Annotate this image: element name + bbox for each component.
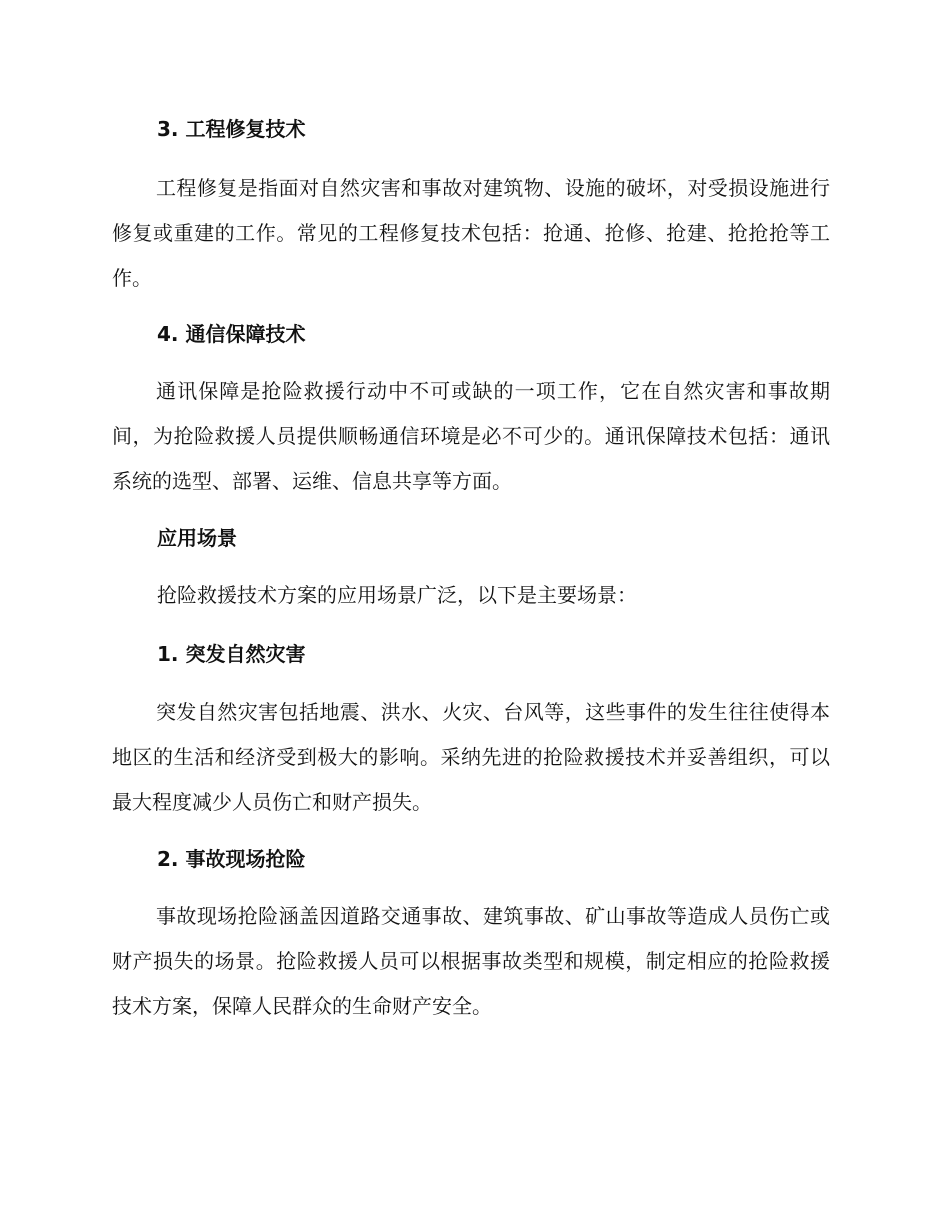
scenario-body-accident-scene: 事故现场抢险涵盖因道路交通事故、建筑事故、矿山事故等造成人员伤亡或财产损失的场景。抢险救援人员可以根据事故类型和规模，制定相应的抢险救援技术方案，保障人民群众的生命财产安全。 — [112, 904, 830, 1018]
scenario-body-natural-disaster: 突发自然灾害包括地震、洪水、火灾、台风等，这些事件的发生往往使得本地区的生活和经济受到极大的影响。采纳先进的抢险救援技术并妥善组织，可以最大程度减少人员伤亡和财产损失。 — [112, 700, 830, 814]
section-heading-communication: 4. 通信保障技术 — [157, 322, 306, 346]
scenario-heading-natural-disaster: 1. 突发自然灾害 — [157, 642, 306, 666]
application-heading: 应用场景 — [157, 526, 237, 550]
section-body-communication: 通讯保障是抢险救援行动中不可或缺的一项工作，它在自然灾害和事故期间，为抢险救援人员提供顺畅通信环境是必不可少的。通讯保障技术包括：通讯系统的选型、部署、运维、信息共享等方面。 — [112, 379, 830, 493]
scenario-heading-accident-scene: 2. 事故现场抢险 — [157, 847, 306, 871]
application-intro: 抢险救援技术方案的应用场景广泛，以下是主要场景： — [157, 583, 637, 607]
section-heading-engineering-repair: 3. 工程修复技术 — [157, 117, 306, 141]
section-body-engineering-repair: 工程修复是指面对自然灾害和事故对建筑物、设施的破坏，对受损设施进行修复或重建的工作。常见的工程修复技术包括：抢通、抢修、抢建、抢抢抢等工作。 — [112, 176, 830, 290]
